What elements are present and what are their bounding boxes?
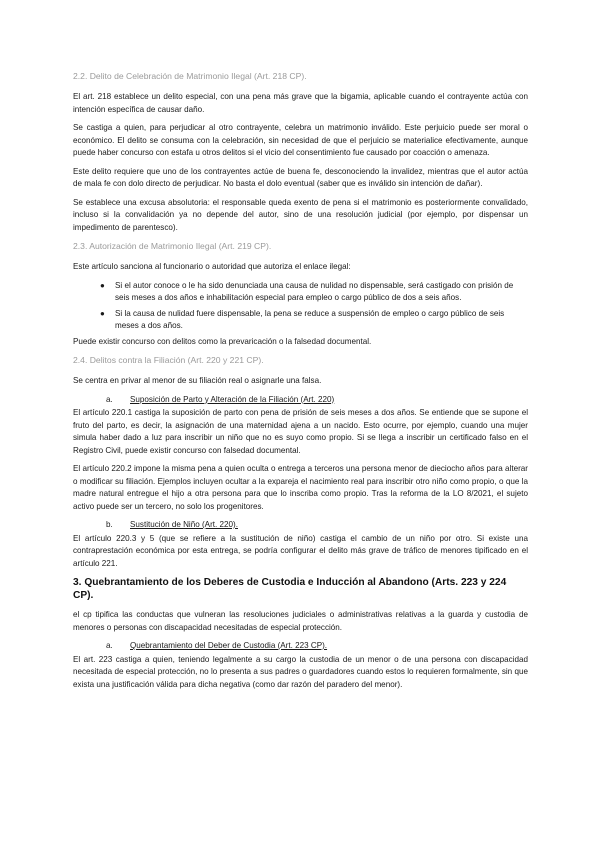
paragraph: El artículo 220.1 castiga la suposición de parto con pena de prisión de seis meses a dos años. Se entiende que se supone el fruto del parto, es decir, la asignación de una maternidad ajena a un nacido. Esto ocurre, por ejemplo, cuando una mujer simula haber dado a luz para inscribir un niño que no es suyo como propio. Si se llega a inscribir un certificado falso en el Registro Civil, puede existir concurso con falsedad documental.	[73, 408, 528, 455]
paragraph: Se centra en privar al menor de su filiación real o asignarle una falsa.	[73, 376, 322, 385]
paragraph: Se establece una excusa absolutoria: el responsable queda exento de pena si el matrimonio es posteriormente convalidado, incluso si la convalidación ya no depende del autor, sino de una resolución judicial (por ejemplo, por dispensar un impedimento de parentesco).	[73, 197, 528, 232]
paragraph: El art. 218 establece un delito especial, con una pena más grave que la bigamia, aplicable cuando el contrayente actúa con intención específica de causar daño.	[73, 92, 528, 114]
subheading-title: Suposición de Parto y Alteración de la Filiación (Art. 220)	[130, 394, 335, 404]
paragraph: el cp tipifica las conductas que vulneran las resoluciones judiciales o administrativas relativas a la guarda y custodia de menores o personas con discapacidad necesitadas de especial protección.	[73, 610, 528, 632]
bullet-list	[73, 280, 528, 333]
paragraph: El artículo 220.3 y 5 (que se refiere a la sustitución de niño) castiga el cambio de un niño por otro. Si existe una contraprestación económica por esta entrega, se podría configurar el delito más grave de tráfico de menores tipificado en el artículo 221.	[73, 533, 528, 568]
paragraph: Este delito requiere que uno de los contrayentes actúe de buena fe, desconociendo la invalidez, mientras que el autor actúa de mala fe con dolo directo de perjudicar. No basta el dolo eventual (saber que es inválido sin intención de dañar).	[73, 166, 528, 188]
document-body	[73, 70, 528, 697]
paragraph: El artículo 220.2 impone la misma pena a quien oculta o entrega a terceros una persona menor de dieciocho años para alterar o modificar su filiación. Ejemplos incluyen ocultar a la expareja el nacimiento real para inscribir otro niño como propio, o que la madre natural entregue el hijo a otra persona para que lo inscriba como propio. Tras la reforma de la LO 8/2021, el sujeto activo puede ser un tercero, no solo los progenitores.	[73, 464, 528, 511]
section-heading-2-3: 2.3. Autorización de Matrimonio Ilegal (Art. 219 CP).	[73, 241, 272, 251]
subheading-b	[73, 519, 528, 532]
list-item	[100, 280, 528, 305]
paragraph: El art. 223 castiga a quien, teniendo legalmente a su cargo la custodia de un menor o de una persona con discapacidad necesitada de especial protección, no lo presenta a sus padres o guardadores cuando estos lo requieren formalmente, sin que exista una justificación válida para dicha negativa (como dar razón del paradero del menor).	[73, 654, 528, 689]
list-item-text: Si la causa de nulidad fuere dispensable, la pena se reduce a suspensión de empleo o cargo público de seis meses a dos años.	[115, 308, 505, 330]
subheading-a	[73, 394, 528, 407]
section-heading-2-2: 2.2. Delito de Celebración de Matrimonio Ilegal (Art. 218 CP).	[73, 71, 307, 81]
paragraph: Puede existir concurso con delitos como la prevaricación o la falsedad documental.	[73, 336, 372, 346]
subheading-a	[73, 640, 528, 653]
list-item-text: Si el autor conoce o le ha sido denunciada una causa de nulidad no dispensable, será castigado con prisión de seis meses a dos años e inhabilitación especial para empleo o cargo público de dos a seis años.	[115, 280, 514, 302]
subheading-letter: b.	[106, 520, 113, 529]
bullet-icon: ●	[100, 308, 105, 318]
subheading-title: Sustitución de Niño (Art. 220).	[130, 520, 238, 529]
subheading-letter: a.	[106, 394, 113, 404]
subheading-title: Quebrantamiento del Deber de Custodia (Art. 223 CP).	[130, 641, 328, 650]
list-item	[100, 308, 528, 333]
section-heading-2-4: 2.4. Delitos contra la Filiación (Art. 220 y 221 CP).	[73, 355, 264, 365]
bullet-icon: ●	[100, 280, 105, 290]
section-heading-3: 3. Quebrantamiento de los Deberes de Custodia e Inducción al Abandono (Arts. 223 y 224 CP).	[73, 577, 507, 601]
subheading-letter: a.	[106, 641, 113, 650]
paragraph: Se castiga a quien, para perjudicar al otro contrayente, celebra un matrimonio inválido. Este perjuicio puede ser moral o económico. El delito se consuma con la celebración, sin necesidad de que el perjuicio se materialice efectivamente, aunque puede haber concurso con estafa u otros delitos si el vicio del consentimiento fue causado por coacción o amenaza.	[73, 123, 528, 157]
paragraph: Este artículo sanciona al funcionario o autoridad que autoriza el enlace ilegal:	[73, 262, 351, 271]
